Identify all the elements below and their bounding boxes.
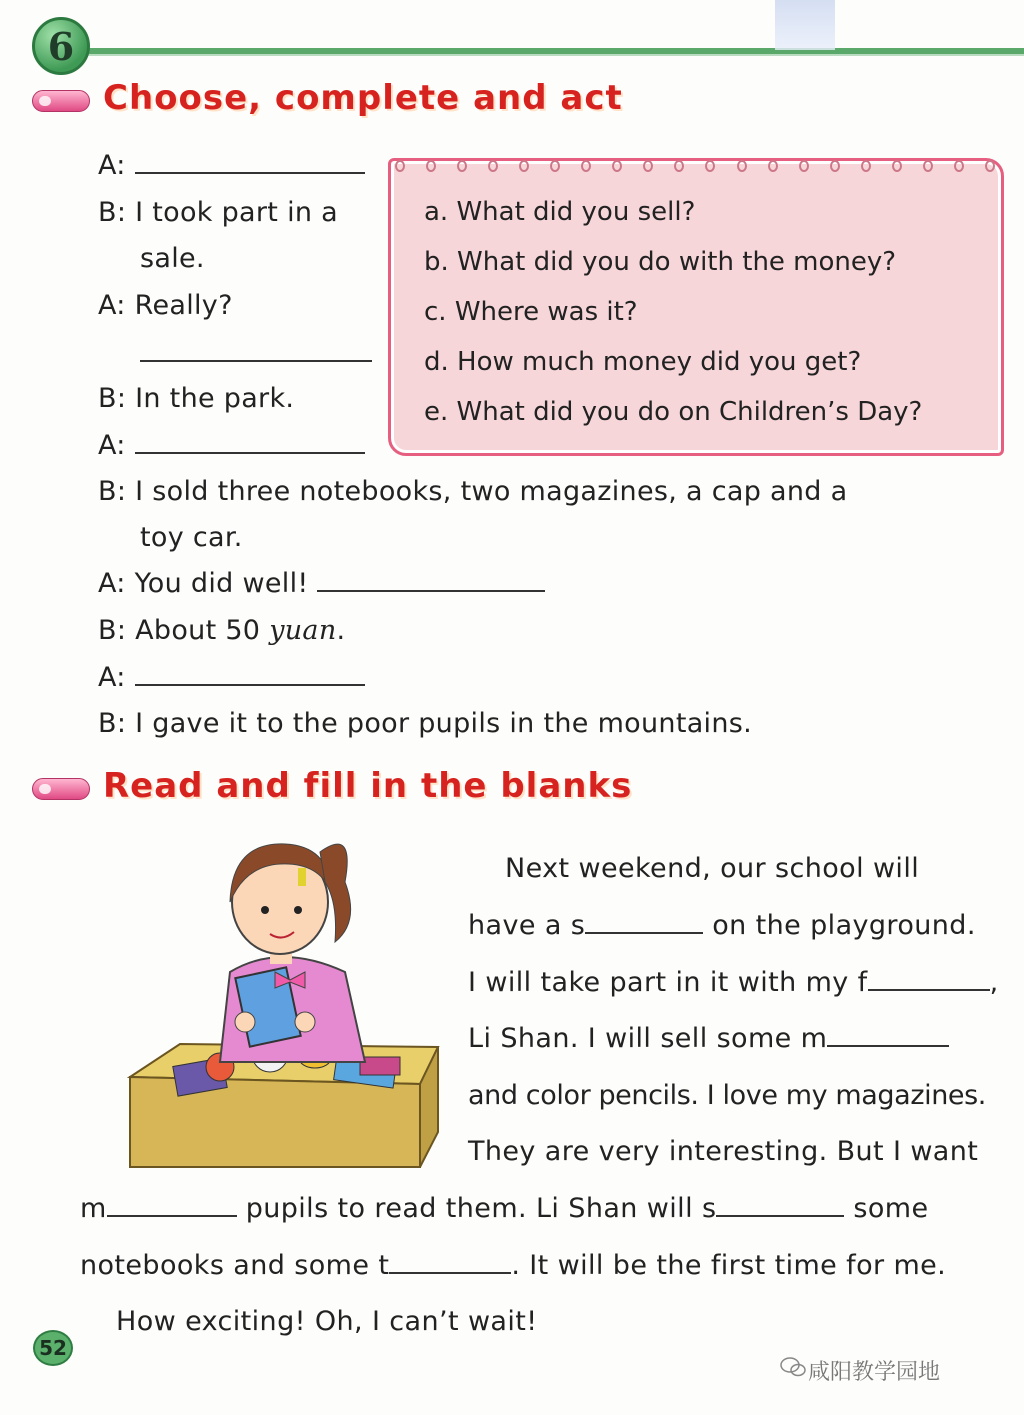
dialogue-line: B: About 50 yuan. — [98, 615, 346, 646]
dialogue-line: B: I took part in a — [98, 197, 339, 228]
passage-line: Li Shan. I will sell some m — [468, 1023, 949, 1054]
dialogue-line: sale. — [140, 243, 205, 274]
fill-blank[interactable] — [868, 967, 990, 991]
section2-title: Read and fill in the blanks — [103, 766, 633, 806]
unit-number-badge: 6 — [32, 17, 90, 75]
girl-selling-illustration — [120, 822, 450, 1172]
answer-blank[interactable] — [135, 150, 365, 174]
section1-title: Choose, complete and act — [103, 78, 623, 118]
option-a: a. What did you sell? — [424, 197, 696, 227]
answer-blank[interactable] — [135, 662, 365, 686]
dialogue-line — [140, 338, 372, 369]
dialogue-line: A: You did well! — [98, 568, 545, 599]
option-c: c. Where was it? — [424, 297, 638, 327]
passage-line: and color pencils. I love my magazines. — [468, 1080, 986, 1111]
fill-blank[interactable] — [107, 1193, 237, 1217]
passage-line: have a s on the playground. — [468, 910, 976, 941]
dialogue-line: A: — [98, 430, 365, 461]
option-e: e. What did you do on Children’s Day? — [424, 397, 923, 427]
fill-blank[interactable] — [716, 1193, 844, 1217]
dialogue-line: toy car. — [140, 522, 243, 553]
answer-blank[interactable] — [317, 568, 545, 592]
fill-blank[interactable] — [585, 910, 703, 934]
fill-blank[interactable] — [389, 1250, 511, 1274]
bullet-pill-icon — [32, 90, 90, 112]
corner-decoration — [775, 0, 835, 50]
watermark-text: 咸阳教学园地 — [808, 1360, 941, 1385]
wechat-icon — [780, 1356, 806, 1378]
passage-line: Next weekend, our school will — [505, 853, 920, 884]
passage-line: notebooks and some t . It will be the first time for me. — [80, 1250, 947, 1281]
page-number: 52 — [33, 1330, 73, 1366]
fill-blank[interactable] — [827, 1023, 949, 1047]
dialogue-line: B: In the park. — [98, 383, 295, 414]
passage-line: They are very interesting. But I want — [468, 1136, 979, 1167]
option-d: d. How much money did you get? — [424, 347, 862, 377]
dialogue-line: A: — [98, 662, 365, 693]
passage-line: I will take part in it with my f , — [468, 967, 999, 998]
dialogue-line: A: Really? — [98, 290, 233, 321]
passage-line: How exciting! Oh, I can’t wait! — [116, 1306, 538, 1337]
option-b: b. What did you do with the money? — [424, 247, 897, 277]
passage-line: m pupils to read them. Li Shan will s some — [80, 1193, 929, 1224]
top-rule — [60, 48, 1024, 56]
dialogue-line: A: — [98, 150, 365, 181]
bullet-pill-icon — [32, 778, 90, 800]
dialogue-line: B: I gave it to the poor pupils in the mountains. — [98, 708, 753, 739]
answer-blank[interactable] — [140, 338, 372, 362]
answer-blank[interactable] — [135, 430, 365, 454]
dialogue-line: B: I sold three notebooks, two magazines, a cap and a — [98, 476, 848, 507]
spiral-rings — [395, 160, 995, 174]
